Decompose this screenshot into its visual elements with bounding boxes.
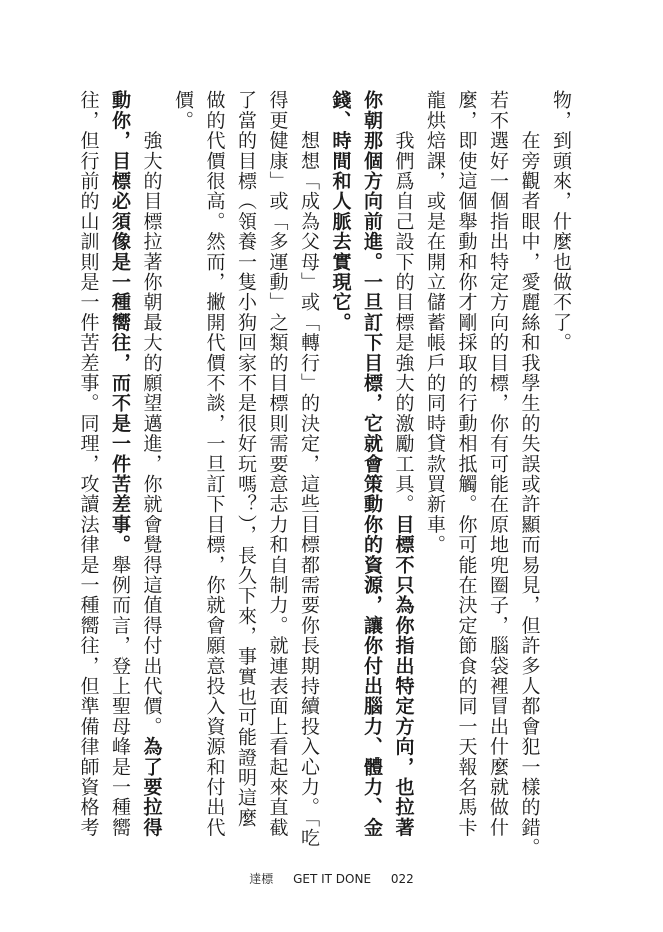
text-column [482,90,513,837]
text-segment: 做的代價很高。然而，撇開代價不談，一旦訂下目標，你就會願意投入資源和付出代 [203,90,226,838]
bold-text-segment: 動你，目標必須像是一種嚮往，而不是一件苦差事。 [109,90,131,555]
text-segment: 麼，即使這個舉動和你才剛採取的行動相抵觸。你可能在決定節食的同一天報名馬卡 [455,90,478,838]
bold-text-segment: 為了要拉得 [140,736,163,838]
text-segment: 了當的目標（領養一隻小狗回家不是很好玩嗎？），長久下來，事實也可能證明這麼 [235,90,257,828]
text-segment: 想想「成為父母」或「轉行」的決定，這些目標都需要你長期持續投入心力。「吃 [298,90,320,849]
text-segment: 往，但行前的山訓則是一件苦差事。同理，攻讀法律是一種嚮往，但準備律師資格考 [77,90,100,838]
text-column [514,90,545,858]
book-title-english: GET IT DONE [293,872,372,886]
text-segment: 價。 [172,90,194,131]
text-column [73,90,104,837]
text-column [104,90,135,837]
text-segment: 我們爲自己設下的目標是強大的激勵工具。 [392,90,415,515]
text-column [199,90,230,837]
text-segment: 在旁觀者眼中，愛麗絲和我學生的失誤或許顯而易見，但許多人都會犯一樣的錯。 [518,90,541,858]
text-column [167,90,198,130]
page-number: 022 [390,872,414,886]
text-column [545,90,576,353]
page-footer [0,870,663,887]
text-segment: 舉例而言，登上聖母峰是一種嚮 [109,554,131,838]
text-column [293,90,324,848]
bold-text-segment: 你朝那個方向前進。一旦訂下目標，它就會策動你的資源，讓你付出腦力、體力、金 [361,90,383,838]
text-column [419,90,450,555]
text-segment: 龍烘焙課，或是在開立儲蓄帳戶的同時貸款買新車。 [424,90,446,555]
text-column [230,90,261,828]
text-column [136,90,167,837]
book-title-chinese: 達標 [249,872,274,886]
bold-text-segment: 目標不只為你指出特定方向，也拉著 [392,514,415,838]
bold-text-segment: 錢、時間和人脈去實現它。 [329,90,352,333]
text-column [262,90,293,837]
text-segment: 物，到頭來，什麼也做不了。 [550,90,572,353]
text-segment: 若不選好一個指出特定方向的目標，你有可能在原地兜圈子，腦袋裡冒出什麼就做什 [487,90,509,838]
text-segment: 強大的目標拉著你朝最大的願望邁進，你就會覺得這值得付出代價。 [140,90,163,737]
text-column [388,90,419,837]
text-column [356,90,387,837]
text-segment: 得更健康」或「多運動」之類的目標則需要意志力和自制力。就連表面上看起來直截 [266,90,289,838]
text-column [325,90,356,332]
text-column [451,90,482,837]
